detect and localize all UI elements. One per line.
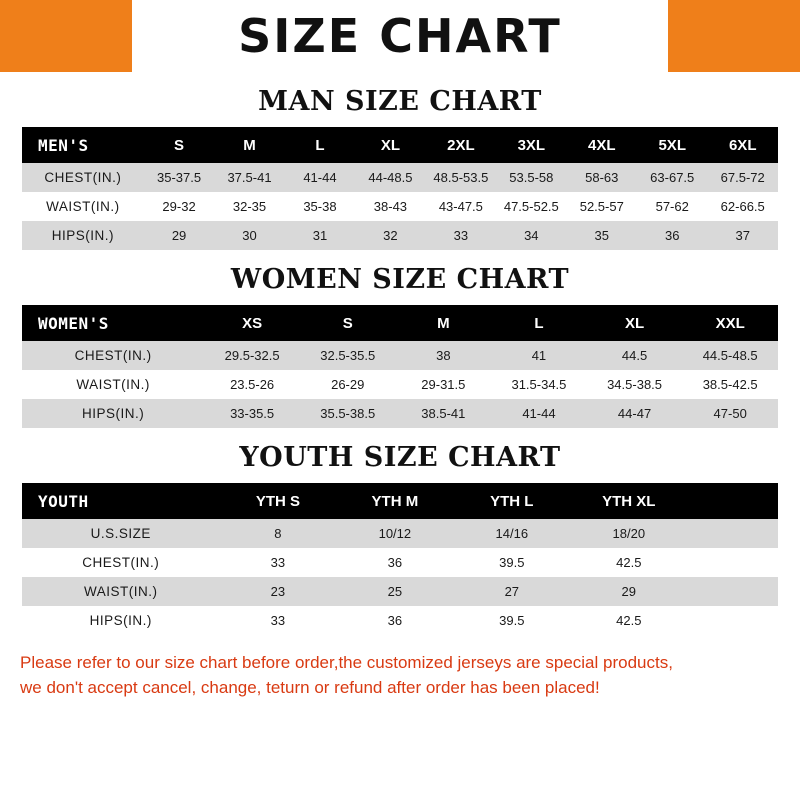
women-header-l: L [491, 305, 587, 341]
disclaimer-note [20, 651, 780, 700]
header-banner [0, 0, 800, 72]
youth-ussize-xl: 18/20 [570, 519, 687, 548]
women-chest-xxl: 44.5-48.5 [682, 341, 778, 370]
men-row-hips-label: HIPS(IN.) [22, 221, 144, 250]
table-row [22, 399, 778, 428]
women-waist-m: 29-31.5 [396, 370, 492, 399]
men-chest-xl: 44-48.5 [355, 163, 425, 192]
table-header-row [22, 483, 778, 519]
men-header-l: L [285, 127, 355, 163]
table-row [22, 606, 778, 635]
men-header-xl: XL [355, 127, 425, 163]
women-size-table [22, 305, 778, 428]
women-waist-xl: 34.5-38.5 [587, 370, 683, 399]
youth-chest-xl: 42.5 [570, 548, 687, 577]
men-header-6xl: 6XL [707, 127, 778, 163]
table-row [22, 163, 778, 192]
section-title-youth: YOUTH SIZE CHART [239, 442, 561, 473]
men-hips-2xl: 33 [426, 221, 496, 250]
men-size-table [22, 127, 778, 250]
men-waist-2xl: 43-47.5 [426, 192, 496, 221]
page-title: SIZE CHART [238, 9, 562, 63]
men-hips-xl: 32 [355, 221, 425, 250]
men-chest-5xl: 63-67.5 [637, 163, 707, 192]
women-hips-xxl: 47-50 [682, 399, 778, 428]
table-row [22, 519, 778, 548]
men-chest-2xl: 48.5-53.5 [426, 163, 496, 192]
youth-row-hips-label: HIPS(IN.) [22, 606, 219, 635]
men-chest-l: 41-44 [285, 163, 355, 192]
youth-waist-l: 27 [453, 577, 570, 606]
youth-chest-s: 33 [219, 548, 336, 577]
men-hips-m: 30 [214, 221, 284, 250]
women-header-xl: XL [587, 305, 683, 341]
youth-hips-m: 36 [336, 606, 453, 635]
women-chest-m: 38 [396, 341, 492, 370]
youth-row-spacer [687, 548, 778, 577]
youth-size-table [22, 483, 778, 635]
section-men [0, 86, 800, 250]
men-waist-3xl: 47.5-52.5 [496, 192, 566, 221]
men-waist-m: 32-35 [214, 192, 284, 221]
men-chest-6xl: 67.5-72 [707, 163, 778, 192]
youth-ussize-s: 8 [219, 519, 336, 548]
women-hips-m: 38.5-41 [396, 399, 492, 428]
table-row [22, 370, 778, 399]
youth-hips-xl: 42.5 [570, 606, 687, 635]
men-waist-xl: 38-43 [355, 192, 425, 221]
section-women [0, 264, 800, 428]
youth-header-l: YTH L [453, 483, 570, 519]
section-title-women: WOMEN SIZE CHART [230, 264, 570, 295]
youth-chest-m: 36 [336, 548, 453, 577]
men-waist-4xl: 52.5-57 [567, 192, 637, 221]
disclaimer-line-1: Please refer to our size chart before order,the customized jerseys are special products, [20, 653, 673, 672]
women-chest-xl: 44.5 [587, 341, 683, 370]
men-row-chest-label: CHEST(IN.) [22, 163, 144, 192]
youth-row-spacer [687, 577, 778, 606]
women-hips-l: 41-44 [491, 399, 587, 428]
youth-waist-s: 23 [219, 577, 336, 606]
youth-chest-l: 39.5 [453, 548, 570, 577]
youth-row-waist-label: WAIST(IN.) [22, 577, 219, 606]
section-youth [0, 442, 800, 635]
women-hips-xs: 33-35.5 [204, 399, 300, 428]
men-hips-6xl: 37 [707, 221, 778, 250]
men-header-4xl: 4XL [567, 127, 637, 163]
men-waist-6xl: 62-66.5 [707, 192, 778, 221]
men-row-waist-label: WAIST(IN.) [22, 192, 144, 221]
women-waist-l: 31.5-34.5 [491, 370, 587, 399]
men-chest-s: 35-37.5 [144, 163, 214, 192]
table-row [22, 192, 778, 221]
youth-header-spacer [687, 483, 778, 519]
table-header-row [22, 305, 778, 341]
women-chest-xs: 29.5-32.5 [204, 341, 300, 370]
youth-header-m: YTH M [336, 483, 453, 519]
table-row [22, 221, 778, 250]
women-hips-s: 35.5-38.5 [300, 399, 396, 428]
women-row-chest-label: CHEST(IN.) [22, 341, 204, 370]
youth-hips-l: 39.5 [453, 606, 570, 635]
table-header-row [22, 127, 778, 163]
women-row-hips-label: HIPS(IN.) [22, 399, 204, 428]
women-chest-s: 32.5-35.5 [300, 341, 396, 370]
youth-row-ussize-label: U.S.SIZE [22, 519, 219, 548]
women-header-xs: XS [204, 305, 300, 341]
men-chest-m: 37.5-41 [214, 163, 284, 192]
men-waist-l: 35-38 [285, 192, 355, 221]
youth-row-spacer [687, 606, 778, 635]
table-row [22, 341, 778, 370]
women-hips-xl: 44-47 [587, 399, 683, 428]
men-waist-s: 29-32 [144, 192, 214, 221]
youth-ussize-m: 10/12 [336, 519, 453, 548]
disclaimer-line-2: we don't accept cancel, change, teturn or refund after order has been placed! [20, 677, 600, 697]
men-hips-s: 29 [144, 221, 214, 250]
women-chest-l: 41 [491, 341, 587, 370]
men-header-m: M [214, 127, 284, 163]
men-chest-3xl: 53.5-58 [496, 163, 566, 192]
youth-hips-s: 33 [219, 606, 336, 635]
men-chest-4xl: 58-63 [567, 163, 637, 192]
men-header-5xl: 5XL [637, 127, 707, 163]
men-hips-l: 31 [285, 221, 355, 250]
men-hips-4xl: 35 [567, 221, 637, 250]
men-header-2xl: 2XL [426, 127, 496, 163]
men-header-3xl: 3XL [496, 127, 566, 163]
women-row-waist-label: WAIST(IN.) [22, 370, 204, 399]
women-waist-xs: 23.5-26 [204, 370, 300, 399]
youth-header-s: YTH S [219, 483, 336, 519]
youth-waist-xl: 29 [570, 577, 687, 606]
section-title-men: MAN SIZE CHART [258, 86, 542, 117]
men-waist-5xl: 57-62 [637, 192, 707, 221]
youth-waist-m: 25 [336, 577, 453, 606]
youth-header-xl: YTH XL [570, 483, 687, 519]
women-waist-s: 26-29 [300, 370, 396, 399]
youth-header-label: YOUTH [22, 483, 219, 519]
youth-row-chest-label: CHEST(IN.) [22, 548, 219, 577]
women-header-m: M [396, 305, 492, 341]
youth-row-spacer [687, 519, 778, 548]
men-header-label: MEN'S [22, 127, 144, 163]
youth-ussize-l: 14/16 [453, 519, 570, 548]
men-hips-3xl: 34 [496, 221, 566, 250]
women-waist-xxl: 38.5-42.5 [682, 370, 778, 399]
men-header-s: S [144, 127, 214, 163]
women-header-xxl: XXL [682, 305, 778, 341]
women-header-s: S [300, 305, 396, 341]
table-row [22, 577, 778, 606]
table-row [22, 548, 778, 577]
men-hips-5xl: 36 [637, 221, 707, 250]
women-header-label: WOMEN'S [22, 305, 204, 341]
